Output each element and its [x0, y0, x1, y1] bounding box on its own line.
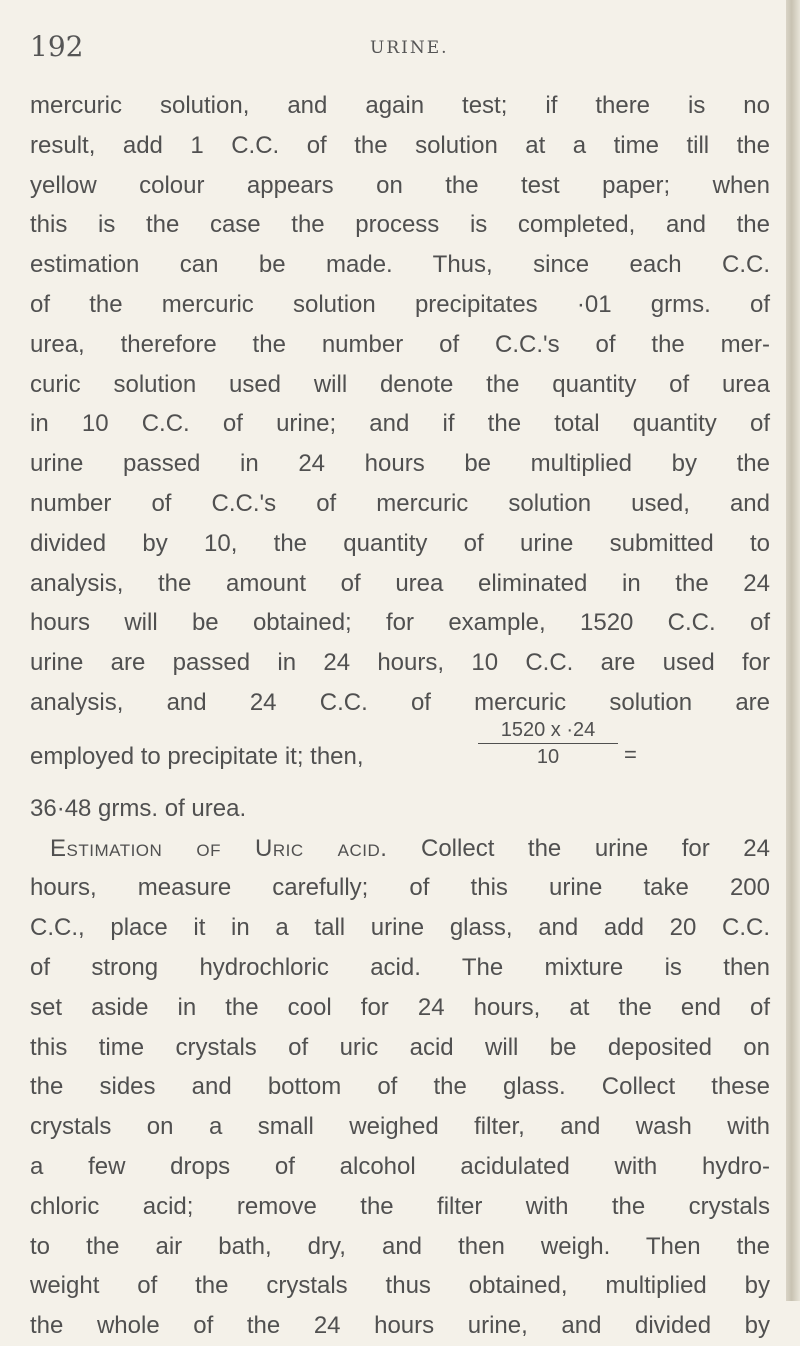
fraction [478, 719, 618, 768]
text-line: mercuric solution, and again test; if there is no [30, 92, 770, 119]
page-header [30, 30, 770, 70]
text-line: analysis, and 24 C.C. of mercuric solution are [30, 688, 770, 716]
text-line: urine passed in 24 hours be multiplied by the [30, 450, 770, 478]
formula-line [30, 718, 770, 789]
page-edge [786, 0, 800, 1301]
text-line: result, add 1 C.C. of the solution at a time till the [30, 131, 770, 159]
page-number: 192 [30, 30, 84, 63]
text-line: divided by 10, the quantity of urine submitted to [30, 529, 770, 557]
text-line: the sides and bottom of the glass. Collect these [30, 1073, 770, 1101]
formula-lead: employed to precipitate it; then, [30, 742, 364, 770]
text-fragment: Collect the urine for 24 [387, 834, 770, 862]
text-line: urine are passed in 24 hours, 10 C.C. are used for [30, 649, 770, 677]
text-line: of the mercuric solution precipitates ·01 grms. of [30, 290, 770, 318]
text-line: of strong hydrochloric acid. The mixture is then [30, 953, 770, 981]
equals-sign: = [624, 741, 637, 767]
text-line: weight of the crystals thus obtained, multiplied by [30, 1272, 770, 1300]
text-line: hours, measure carefully; of this urine take 200 [30, 874, 770, 902]
text-line: the whole of the 24 hours urine, and divided by [30, 1312, 770, 1340]
text-line: this time crystals of uric acid will be deposited on [30, 1033, 770, 1061]
text-line: crystals on a small weighed filter, and wash with [30, 1113, 770, 1141]
text-line: hours will be obtained; for example, 1520 C.C. of [30, 609, 770, 637]
section-heading: Estimation of Uric acid. [50, 834, 388, 862]
text-line: C.C., place it in a tall urine glass, and add 20 C.C. [30, 914, 770, 942]
text-line: curic solution used will denote the quantity of urea [30, 370, 770, 398]
text-line: chloric acid; remove the filter with the crystals [30, 1192, 770, 1220]
text-line: this is the case the process is completed, and the [30, 211, 770, 239]
text-line: a few drops of alcohol acidulated with hydro- [30, 1152, 770, 1180]
text-line: in 10 C.C. of urine; and if the total quantity of [30, 410, 770, 438]
text-line: analysis, the amount of urea eliminated in the 24 [30, 569, 770, 597]
text-line: urea, therefore the number of C.C.'s of the mer- [30, 330, 770, 358]
result-line: 36·48 grms. of urea. [30, 794, 247, 822]
fraction-denominator: 10 [536, 745, 560, 768]
text-line: to the air bath, dry, and then weigh. Then the [30, 1232, 770, 1260]
text-line: estimation can be made. Thus, since each C.C. [30, 251, 770, 279]
text-line: set aside in the cool for 24 hours, at the end of [30, 993, 770, 1021]
body-text [30, 86, 770, 1346]
text-line [30, 829, 770, 869]
running-head: URINE. [370, 38, 449, 58]
fraction-numerator: 1520 x ·24 [478, 719, 618, 744]
text-line: yellow colour appears on the test paper; when [30, 171, 770, 199]
text-line: number of C.C.'s of mercuric solution used, and [30, 489, 770, 517]
